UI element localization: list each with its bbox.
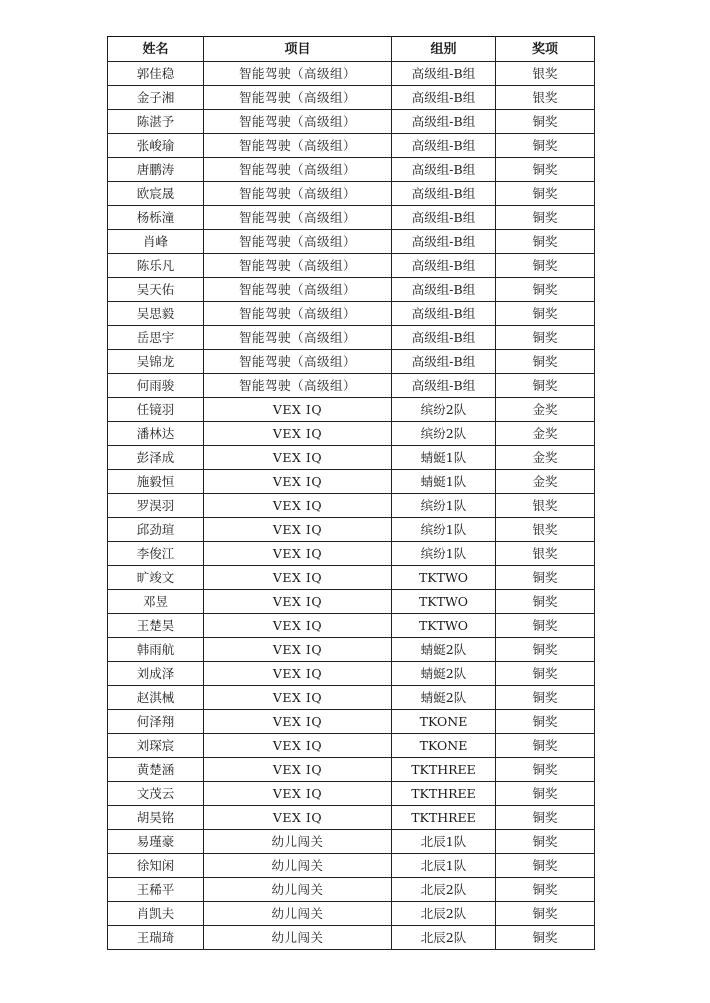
cell-name: 潘林达 bbox=[108, 422, 204, 446]
cell-project: VEX IQ bbox=[204, 686, 392, 710]
table-row bbox=[108, 662, 595, 686]
cell-name: 吴思毅 bbox=[108, 302, 204, 326]
table-row bbox=[108, 110, 595, 134]
table-row bbox=[108, 542, 595, 566]
cell-name: 王楚昊 bbox=[108, 614, 204, 638]
cell-name: 邱劲瑄 bbox=[108, 518, 204, 542]
cell-project: 智能驾驶（高级组） bbox=[204, 182, 392, 206]
table-row bbox=[108, 206, 595, 230]
cell-project: VEX IQ bbox=[204, 590, 392, 614]
cell-award: 银奖 bbox=[496, 62, 595, 86]
cell-name: 易瑾豪 bbox=[108, 830, 204, 854]
cell-name: 张峻瑜 bbox=[108, 134, 204, 158]
cell-award: 铜奖 bbox=[496, 374, 595, 398]
cell-group: 缤纷1队 bbox=[392, 518, 496, 542]
cell-name: 肖峰 bbox=[108, 230, 204, 254]
table-row bbox=[108, 518, 595, 542]
table-row bbox=[108, 614, 595, 638]
cell-group: TKONE bbox=[392, 734, 496, 758]
cell-name: 吴天佑 bbox=[108, 278, 204, 302]
cell-project: 智能驾驶（高级组） bbox=[204, 206, 392, 230]
table-row bbox=[108, 854, 595, 878]
cell-project: 智能驾驶（高级组） bbox=[204, 62, 392, 86]
table-header bbox=[108, 37, 595, 62]
cell-name: 韩雨航 bbox=[108, 638, 204, 662]
cell-group: 蜻蜓1队 bbox=[392, 446, 496, 470]
cell-name: 旷竣文 bbox=[108, 566, 204, 590]
cell-project: VEX IQ bbox=[204, 758, 392, 782]
cell-project: 智能驾驶（高级组） bbox=[204, 86, 392, 110]
cell-project: 智能驾驶（高级组） bbox=[204, 110, 392, 134]
cell-project: 智能驾驶（高级组） bbox=[204, 326, 392, 350]
cell-name: 罗淏羽 bbox=[108, 494, 204, 518]
cell-project: VEX IQ bbox=[204, 542, 392, 566]
cell-award: 铜奖 bbox=[496, 854, 595, 878]
cell-project: 幼儿闯关 bbox=[204, 878, 392, 902]
cell-group: 蜻蜓1队 bbox=[392, 470, 496, 494]
table-row bbox=[108, 878, 595, 902]
cell-group: 高级组-B组 bbox=[392, 254, 496, 278]
cell-group: 高级组-B组 bbox=[392, 374, 496, 398]
cell-name: 金子湘 bbox=[108, 86, 204, 110]
cell-award: 铜奖 bbox=[496, 326, 595, 350]
cell-project: 智能驾驶（高级组） bbox=[204, 230, 392, 254]
cell-award: 铜奖 bbox=[496, 566, 595, 590]
cell-award: 铜奖 bbox=[496, 638, 595, 662]
cell-group: 高级组-B组 bbox=[392, 206, 496, 230]
cell-project: VEX IQ bbox=[204, 518, 392, 542]
cell-award: 银奖 bbox=[496, 518, 595, 542]
header-row bbox=[108, 37, 595, 62]
cell-name: 胡昊铭 bbox=[108, 806, 204, 830]
table-row bbox=[108, 446, 595, 470]
table-row bbox=[108, 374, 595, 398]
cell-name: 杨栎潼 bbox=[108, 206, 204, 230]
cell-award: 铜奖 bbox=[496, 134, 595, 158]
cell-project: VEX IQ bbox=[204, 470, 392, 494]
cell-award: 铜奖 bbox=[496, 926, 595, 950]
cell-award: 银奖 bbox=[496, 494, 595, 518]
cell-name: 徐知闲 bbox=[108, 854, 204, 878]
cell-name: 郭佳稳 bbox=[108, 62, 204, 86]
table-row bbox=[108, 830, 595, 854]
award-list-sheet bbox=[107, 36, 594, 950]
cell-group: 缤纷1队 bbox=[392, 494, 496, 518]
cell-group: 高级组-B组 bbox=[392, 182, 496, 206]
cell-project: 幼儿闯关 bbox=[204, 926, 392, 950]
header-award: 奖项 bbox=[496, 37, 595, 62]
cell-group: 高级组-B组 bbox=[392, 86, 496, 110]
table-row bbox=[108, 638, 595, 662]
cell-award: 铜奖 bbox=[496, 878, 595, 902]
header-name: 姓名 bbox=[108, 37, 204, 62]
cell-project: 幼儿闯关 bbox=[204, 830, 392, 854]
cell-group: TKTWO bbox=[392, 566, 496, 590]
header-project: 项目 bbox=[204, 37, 392, 62]
cell-group: 高级组-B组 bbox=[392, 326, 496, 350]
cell-name: 文茂云 bbox=[108, 782, 204, 806]
table-body bbox=[108, 62, 595, 950]
table-row bbox=[108, 494, 595, 518]
cell-project: 幼儿闯关 bbox=[204, 854, 392, 878]
cell-project: 幼儿闯关 bbox=[204, 902, 392, 926]
table-row bbox=[108, 326, 595, 350]
cell-name: 施毅恒 bbox=[108, 470, 204, 494]
cell-group: 蜻蜓2队 bbox=[392, 686, 496, 710]
cell-project: VEX IQ bbox=[204, 398, 392, 422]
cell-project: VEX IQ bbox=[204, 782, 392, 806]
cell-award: 铜奖 bbox=[496, 710, 595, 734]
cell-group: 北辰1队 bbox=[392, 830, 496, 854]
cell-name: 何泽翔 bbox=[108, 710, 204, 734]
table-row bbox=[108, 734, 595, 758]
cell-award: 铜奖 bbox=[496, 590, 595, 614]
cell-award: 铜奖 bbox=[496, 614, 595, 638]
cell-group: 蜻蜓2队 bbox=[392, 638, 496, 662]
table-row bbox=[108, 158, 595, 182]
cell-project: 智能驾驶（高级组） bbox=[204, 350, 392, 374]
cell-group: 缤纷2队 bbox=[392, 398, 496, 422]
table-row bbox=[108, 302, 595, 326]
cell-award: 金奖 bbox=[496, 422, 595, 446]
cell-name: 刘琛宸 bbox=[108, 734, 204, 758]
cell-award: 铜奖 bbox=[496, 110, 595, 134]
cell-name: 黄楚涵 bbox=[108, 758, 204, 782]
cell-award: 金奖 bbox=[496, 470, 595, 494]
cell-name: 彭泽成 bbox=[108, 446, 204, 470]
table-row bbox=[108, 806, 595, 830]
cell-project: VEX IQ bbox=[204, 566, 392, 590]
cell-group: TKONE bbox=[392, 710, 496, 734]
table-row bbox=[108, 278, 595, 302]
cell-project: 智能驾驶（高级组） bbox=[204, 134, 392, 158]
cell-group: 蜻蜓2队 bbox=[392, 662, 496, 686]
cell-name: 何雨骏 bbox=[108, 374, 204, 398]
table-row bbox=[108, 62, 595, 86]
cell-award: 铜奖 bbox=[496, 782, 595, 806]
cell-name: 肖凯夫 bbox=[108, 902, 204, 926]
cell-award: 铜奖 bbox=[496, 830, 595, 854]
cell-project: 智能驾驶（高级组） bbox=[204, 374, 392, 398]
cell-name: 赵淇械 bbox=[108, 686, 204, 710]
table-row bbox=[108, 86, 595, 110]
cell-group: 高级组-B组 bbox=[392, 278, 496, 302]
cell-award: 金奖 bbox=[496, 446, 595, 470]
cell-group: 北辰2队 bbox=[392, 878, 496, 902]
cell-name: 王瑞琦 bbox=[108, 926, 204, 950]
table-row bbox=[108, 254, 595, 278]
cell-name: 欧宸晟 bbox=[108, 182, 204, 206]
header-group: 组别 bbox=[392, 37, 496, 62]
cell-award: 铜奖 bbox=[496, 230, 595, 254]
cell-award: 银奖 bbox=[496, 542, 595, 566]
cell-group: 北辰1队 bbox=[392, 854, 496, 878]
cell-group: 北辰2队 bbox=[392, 926, 496, 950]
cell-group: TKTHREE bbox=[392, 806, 496, 830]
table-row bbox=[108, 782, 595, 806]
table-row bbox=[108, 902, 595, 926]
table-row bbox=[108, 590, 595, 614]
table-row bbox=[108, 758, 595, 782]
table-row bbox=[108, 134, 595, 158]
cell-name: 邓昱 bbox=[108, 590, 204, 614]
cell-project: VEX IQ bbox=[204, 494, 392, 518]
table-row bbox=[108, 398, 595, 422]
cell-project: VEX IQ bbox=[204, 614, 392, 638]
cell-award: 铜奖 bbox=[496, 254, 595, 278]
cell-name: 陈湛予 bbox=[108, 110, 204, 134]
table-row bbox=[108, 686, 595, 710]
cell-group: 北辰2队 bbox=[392, 902, 496, 926]
cell-group: TKTHREE bbox=[392, 758, 496, 782]
cell-project: 智能驾驶（高级组） bbox=[204, 254, 392, 278]
cell-group: 缤纷2队 bbox=[392, 422, 496, 446]
table-row bbox=[108, 470, 595, 494]
cell-name: 李俊江 bbox=[108, 542, 204, 566]
cell-project: VEX IQ bbox=[204, 662, 392, 686]
cell-group: 缤纷1队 bbox=[392, 542, 496, 566]
cell-award: 铜奖 bbox=[496, 278, 595, 302]
cell-group: 高级组-B组 bbox=[392, 158, 496, 182]
cell-project: VEX IQ bbox=[204, 446, 392, 470]
table-row bbox=[108, 182, 595, 206]
cell-group: 高级组-B组 bbox=[392, 230, 496, 254]
cell-award: 铜奖 bbox=[496, 206, 595, 230]
cell-name: 吴锦龙 bbox=[108, 350, 204, 374]
table-row bbox=[108, 230, 595, 254]
cell-group: TKTWO bbox=[392, 590, 496, 614]
cell-group: TKTHREE bbox=[392, 782, 496, 806]
cell-project: 智能驾驶（高级组） bbox=[204, 278, 392, 302]
cell-award: 银奖 bbox=[496, 86, 595, 110]
cell-group: 高级组-B组 bbox=[392, 302, 496, 326]
table-row bbox=[108, 710, 595, 734]
cell-award: 铜奖 bbox=[496, 158, 595, 182]
cell-project: VEX IQ bbox=[204, 806, 392, 830]
cell-award: 铜奖 bbox=[496, 662, 595, 686]
cell-name: 陈乐凡 bbox=[108, 254, 204, 278]
cell-project: VEX IQ bbox=[204, 734, 392, 758]
cell-award: 铜奖 bbox=[496, 734, 595, 758]
cell-name: 刘成泽 bbox=[108, 662, 204, 686]
cell-name: 任镜羽 bbox=[108, 398, 204, 422]
cell-project: 智能驾驶（高级组） bbox=[204, 302, 392, 326]
cell-project: 智能驾驶（高级组） bbox=[204, 158, 392, 182]
cell-award: 铜奖 bbox=[496, 902, 595, 926]
cell-group: 高级组-B组 bbox=[392, 350, 496, 374]
table-row bbox=[108, 926, 595, 950]
cell-group: 高级组-B组 bbox=[392, 62, 496, 86]
cell-name: 岳思宇 bbox=[108, 326, 204, 350]
cell-group: 高级组-B组 bbox=[392, 134, 496, 158]
award-table bbox=[107, 36, 595, 950]
cell-award: 铜奖 bbox=[496, 350, 595, 374]
cell-name: 王稀平 bbox=[108, 878, 204, 902]
cell-group: TKTWO bbox=[392, 614, 496, 638]
cell-project: VEX IQ bbox=[204, 710, 392, 734]
cell-project: VEX IQ bbox=[204, 638, 392, 662]
cell-name: 唐鹏涛 bbox=[108, 158, 204, 182]
table-row bbox=[108, 350, 595, 374]
cell-award: 铜奖 bbox=[496, 806, 595, 830]
table-row bbox=[108, 566, 595, 590]
cell-award: 铜奖 bbox=[496, 758, 595, 782]
cell-award: 金奖 bbox=[496, 398, 595, 422]
table-row bbox=[108, 422, 595, 446]
cell-award: 铜奖 bbox=[496, 302, 595, 326]
cell-award: 铜奖 bbox=[496, 182, 595, 206]
cell-project: VEX IQ bbox=[204, 422, 392, 446]
cell-award: 铜奖 bbox=[496, 686, 595, 710]
cell-group: 高级组-B组 bbox=[392, 110, 496, 134]
